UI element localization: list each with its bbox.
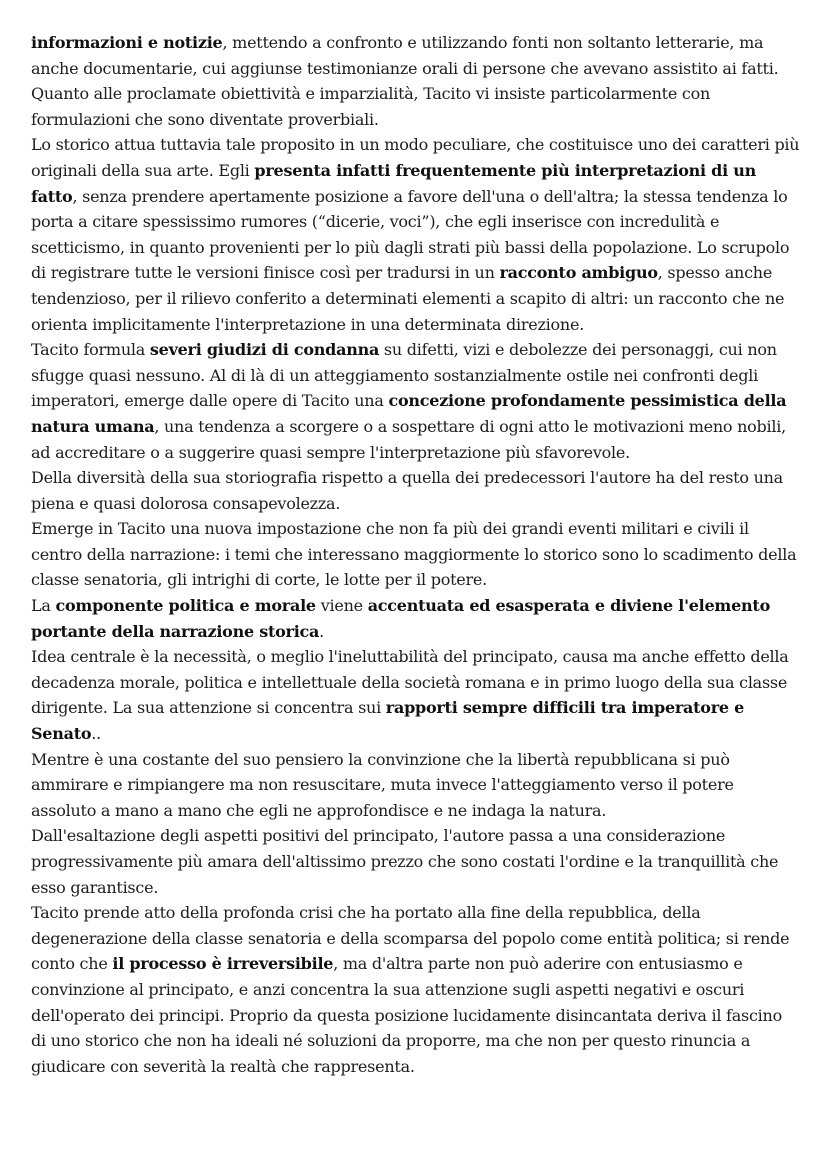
paragraph	[31, 465, 801, 516]
bold-text: rapporti sempre difficili tra imperatore e Senato	[31, 698, 745, 744]
text: , senza prendere apertamente posizione a favore dell'una o dell'altra; la stessa tendenza lo porta a citare spessissimo rumores (“dicerie, voci”), che egli inserisce con incredulità e scetticismo, in quanto provenienti per lo più dagli strati più bassi della popolazione. Lo scrupolo di registrare tutte le versioni finisce così per tradursi in un	[31, 186, 790, 283]
paragraph	[31, 593, 801, 644]
paragraph	[31, 516, 801, 593]
bold-text: severi giudizi di condanna	[149, 340, 380, 360]
bold-text: informazioni e notizie	[31, 33, 223, 52]
text: , una tendenza a scorgere o a sospettare di ogni atto le motivazioni meno nobili, ad accreditare o a suggerire quasi sempre l'interpretazione più sfavorevole.	[31, 416, 786, 462]
paragraph	[31, 823, 801, 900]
text: Idea centrale è la necessità, o meglio l'ineluttabilità del principato, causa ma anche effetto della decadenza morale, politica e intellettuale della società romana e in primo luogo della sua classe dirigente. La sua attenzione si concentra sui	[31, 647, 789, 718]
text: Tacito prende atto della profonda crisi che ha portato alla fine della repubblica, della degenerazione della classe senatoria e della scomparsa del popolo come entità politica; si rende conto che	[31, 903, 790, 974]
paragraph	[31, 644, 801, 746]
bold-text: racconto ambiguo	[499, 263, 658, 283]
text: Tacito formula	[31, 340, 150, 360]
text: .	[319, 621, 325, 641]
text: La	[31, 596, 56, 616]
bold-text: componente politica e morale	[55, 596, 316, 616]
document-body	[31, 30, 801, 1079]
bold-text: il processo è irreversibile	[112, 954, 334, 974]
bold-text: presenta infatti frequentemente più interpretazioni di un fatto	[31, 160, 757, 206]
paragraph	[31, 747, 801, 824]
text: , ma d'altra parte non può aderire con entusiasmo e convinzione al principato, e anzi concentra la sua attenzione sugli aspetti negativi e oscuri dell'operato dei principi. Proprio da questa posizione lucidamente disincantata deriva il fascino di uno storico che non ha ideali né soluzioni da proporre, ma che non per questo rinuncia a giudicare con severità la realtà che rappresenta.	[31, 954, 782, 1076]
text: Mentre è una costante del suo pensiero la convinzione che la libertà repubblicana si può ammirare e rimpiangere ma non resuscitare, muta invece l'atteggiamento verso il potere assoluto a mano a mano che egli ne approfondisce e ne indaga la natura.	[31, 749, 734, 820]
text: Emerge in Tacito una nuova impostazione che non fa più dei grandi eventi militari e civili il centro della narrazione: i temi che interessano maggiormente lo storico sono lo scadimento della classe senatoria, gli intrighi di corte, le lotte per il potere.	[31, 519, 797, 590]
paragraph	[31, 900, 801, 1079]
bold-text: accentuata ed esasperata e diviene l'elemento portante della narrazione storica	[31, 596, 770, 641]
text: su difetti, vizi e debolezze dei personaggi, cui non sfugge quasi nessuno. Al di là di un atteggiamento sostanzialmente ostile nei confronti degli imperatori, emerge dalle opere di Tacito una	[31, 340, 777, 411]
text: Lo storico attua tuttavia tale proposito in un modo peculiare, che costituisce uno dei caratteri più originali della sua arte. Egli	[31, 135, 800, 180]
text: Quanto alle proclamate obiettività e imparzialità, Tacito vi insiste particolarmente con formulazioni che sono diventate proverbiali.	[31, 84, 711, 129]
text: Della diversità della sua storiografia rispetto a quella dei predecessori l'autore ha del resto una piena e quasi dolorosa consapevolezza.	[31, 468, 783, 513]
text: , spesso anche tendenzioso, per il rilievo conferito a determinati elementi a scapito di altri: un racconto che ne orienta implicitamente l'interpretazione in una determinata direzione.	[31, 263, 785, 334]
text: viene	[315, 596, 368, 616]
paragraph	[31, 30, 801, 81]
paragraph	[31, 81, 801, 132]
paragraph	[31, 337, 801, 465]
paragraph	[31, 132, 801, 337]
text: Dall'esaltazione degli aspetti positivi del principato, l'autore passa a una considerazione progressivamente più amara dell'altissimo prezzo che sono costati l'ordine e la tranquillità che esso garantisce.	[31, 826, 779, 897]
text: , mettendo a confronto e utilizzando fonti non soltanto letterarie, ma anche documentarie, cui aggiunse testimonianze orali di persone che avevano assistito ai fatti.	[31, 33, 779, 78]
text: ..	[91, 724, 101, 744]
bold-text: concezione profondamente pessimistica della natura umana	[31, 391, 787, 436]
